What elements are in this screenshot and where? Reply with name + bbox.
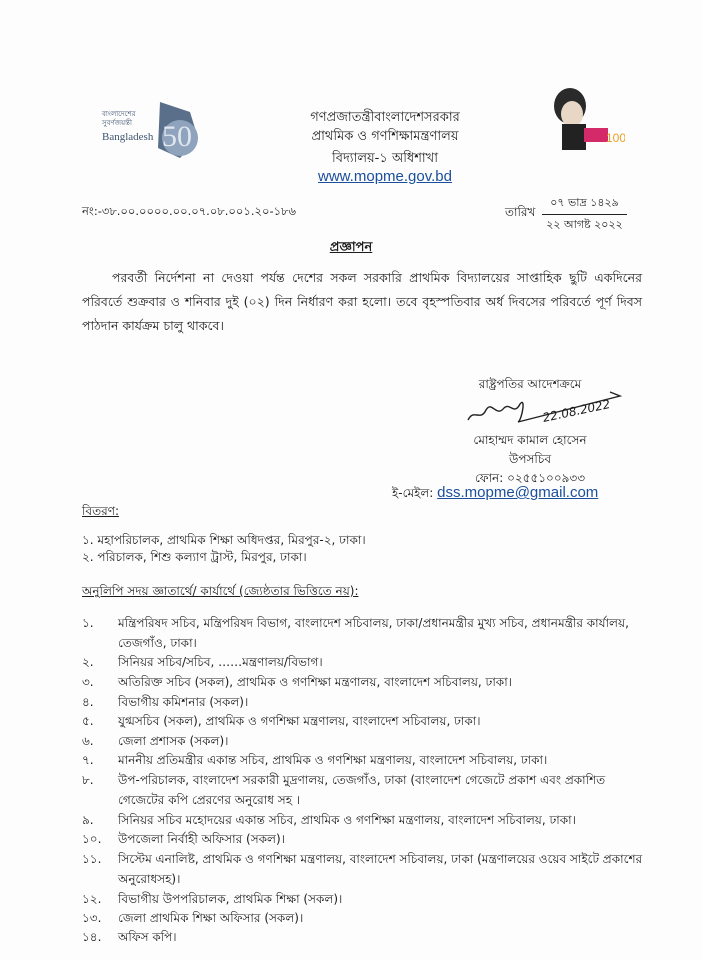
copy-item bbox=[82, 712, 647, 732]
distribution-item: ১. মহাপরিচালক, প্রাথমিক শিক্ষা অধিদপ্তর, মিরপুর-২, ঢাকা। bbox=[82, 533, 366, 547]
item-number: ১২. bbox=[82, 892, 102, 906]
item-number: ৯. bbox=[82, 813, 94, 827]
item-text: জেলা প্রাথমিক শিক্ষা অফিসার (সকল)। bbox=[118, 911, 304, 925]
branch-name: বিদ্যালয়-১ অধিশাখা bbox=[332, 151, 438, 166]
date-label: তারিখ bbox=[505, 205, 536, 219]
item-number: ১১. bbox=[82, 852, 102, 866]
copy-item bbox=[82, 771, 647, 810]
copy-item bbox=[82, 928, 647, 948]
item-text: উপজেলা নির্বাহী অফিসার (সকল)। bbox=[118, 832, 285, 846]
item-text: সিনিয়র সচিব/সচিব, ……মন্ত্রণালয়/বিভাগ। bbox=[118, 655, 323, 669]
website-link[interactable]: www.mopme.gov.bd bbox=[318, 168, 452, 185]
item-number: ১০. bbox=[82, 832, 102, 846]
copy-item bbox=[82, 830, 647, 850]
bangladesh-50-logo bbox=[100, 98, 205, 160]
item-number: ১৩. bbox=[82, 911, 102, 925]
svg-text:50: 50 bbox=[162, 120, 192, 153]
copies-heading: অনুলিপি সদয় জ্ঞাতার্থে/ কার্যার্থে (জ্যেষ্ঠতার ভিত্তিতে নয়): bbox=[82, 584, 359, 598]
item-number: ৭. bbox=[82, 753, 94, 767]
item-text: অতিরিক্ত সচিব (সকল), প্রাথমিক ও গণশিক্ষা মন্ত্রণালয়, বাংলাদেশ সচিবালয়, ঢাকা। bbox=[118, 675, 512, 689]
copy-item bbox=[82, 732, 647, 752]
item-text: উপ-পরিচালক, বাংলাদেশ সরকারী মুদ্রণালয়, তেজগাঁও, ঢাকা (বাংলাদেশ গেজেটে প্রকাশ এবং প্রকাশিত গেজেটের কপি প্রেরণের অনুরোধ সহ । bbox=[118, 773, 606, 807]
item-number: ১৪. bbox=[82, 930, 102, 944]
signatory-name: মোহাম্মদ কামাল হোসেন bbox=[473, 433, 587, 447]
item-number: ৩. bbox=[82, 675, 94, 689]
item-text: সিনিয়র সচিব মহোদয়ের একান্ত সচিব, প্রাথমিক ও গণশিক্ষা মন্ত্রণালয়, বাংলাদেশ সচিবালয়, ঢাকা। bbox=[118, 813, 576, 827]
copy-item bbox=[82, 653, 647, 673]
svg-text:100: 100 bbox=[606, 131, 625, 145]
copy-item bbox=[82, 673, 647, 693]
mujib-100-logo bbox=[540, 84, 625, 154]
signature-date: 22.08.2022 bbox=[541, 397, 612, 425]
signatory-designation: উপসচিব bbox=[508, 452, 551, 466]
copy-item bbox=[82, 811, 647, 831]
order-line: রাষ্ট্রপতির আদেশক্রমে bbox=[478, 377, 582, 391]
email-link[interactable]: dss.mopme@gmail.com bbox=[437, 484, 599, 501]
item-number: ৮. bbox=[82, 773, 94, 787]
item-text: অফিস কপি। bbox=[118, 930, 177, 944]
item-text: মাননীয় প্রতিমন্ত্রীর একান্ত সচিব, প্রাথমিক ও গণশিক্ষা মন্ত্রণালয়, বাংলাদেশ সচিবালয়, ঢাকা। bbox=[118, 753, 548, 767]
date-block bbox=[542, 194, 627, 235]
item-number: ৬. bbox=[82, 734, 94, 748]
item-number: ১. bbox=[82, 616, 94, 630]
email-label: ই-মেইল: bbox=[392, 486, 434, 500]
body-paragraph: পরবর্তী নির্দেশনা না দেওয়া পর্যন্ত দেশের সকল সরকারি প্রাথমিক বিদ্যালয়ের সাপ্তাহিক ছুটি একদিনের পরিবর্তে শুক্রবার ও শনিবার দুই (০২) দিন নির্ধারণ করা হলো। তবে বৃহস্পতিবার অর্ধ দিবসের পরিবর্তে পূর্ণ দিবস পাঠদান কার্যক্রম চালু থাকবে। bbox=[82, 270, 642, 333]
item-number: ৪. bbox=[82, 695, 94, 709]
item-text: বিভাগীয় উপপরিচালক, প্রাথমিক শিক্ষা (সকল)। bbox=[118, 892, 343, 906]
ministry-name: প্রাথমিক ও গণশিক্ষামন্ত্রণালয় bbox=[311, 129, 459, 144]
copy-item bbox=[82, 693, 647, 713]
government-name: গণপ্রজাতন্ত্রীবাংলাদেশসরকার bbox=[310, 110, 460, 125]
copy-item bbox=[82, 850, 647, 889]
date-gregorian: ২২ আগষ্ট ২০২২ bbox=[546, 218, 623, 231]
item-text: জেলা প্রশাসক (সকল)। bbox=[118, 734, 229, 748]
email-row bbox=[392, 484, 598, 505]
item-number: ২. bbox=[82, 655, 94, 669]
website-row bbox=[230, 168, 540, 185]
distribution-heading: বিতরণ: bbox=[82, 504, 120, 518]
svg-text:সুবর্ণজয়ন্তী: সুবর্ণজয়ন্তী bbox=[102, 119, 132, 127]
copy-item bbox=[82, 890, 647, 910]
item-text: বিভাগীয় কমিশনার (সকল)। bbox=[118, 695, 249, 709]
handwritten-signature bbox=[460, 390, 630, 430]
item-text: মন্ত্রিপরিষদ সচিব, মন্ত্রিপরিষদ বিভাগ, বাংলাদেশ সচিবালয়, ঢাকা/প্রধানমন্ত্রীর মুখ্য সচিব, প্রধানমন্ত্রীর কার্যালয়, তেজগাঁও, ঢাকা। bbox=[118, 616, 629, 650]
copy-item bbox=[82, 751, 647, 771]
phone-number: ফোন: ০২৫৫১০০৯৩৩ bbox=[474, 471, 586, 485]
item-text: সিস্টেম এনালিষ্ট, প্রাথমিক ও গণশিক্ষা মন্ত্রণালয়, বাংলাদেশ সচিবালয়, ঢাকা (মন্ত্রণালয়ের ওয়েব সাইটে প্রকাশের অনুরোধসহ)। bbox=[118, 852, 643, 886]
date-bangla: ০৭ ভাদ্র ১৪২৯ bbox=[542, 194, 627, 215]
distribution-item: ২. পরিচালক, শিশু কল্যাণ ট্রাস্ট, মিরপুর, ঢাকা। bbox=[82, 550, 307, 564]
svg-text:Bangladesh: Bangladesh bbox=[102, 131, 154, 143]
copy-item bbox=[82, 909, 647, 929]
svg-text:বাংলাদেশের: বাংলাদেশের bbox=[102, 110, 136, 118]
copy-item bbox=[82, 614, 647, 653]
document-title: প্রজ্ঞাপন bbox=[329, 240, 373, 255]
item-number: ৫. bbox=[82, 714, 94, 728]
item-text: যুগ্মসচিব (সকল), প্রাথমিক ও গণশিক্ষা মন্ত্রণালয়, বাংলাদেশ সচিবালয়, ঢাকা। bbox=[118, 714, 481, 728]
reference-number: নং:-৩৮.০০.০০০০.০০.০৭.০৮.০০১.২০-১৮৬ bbox=[82, 204, 297, 218]
